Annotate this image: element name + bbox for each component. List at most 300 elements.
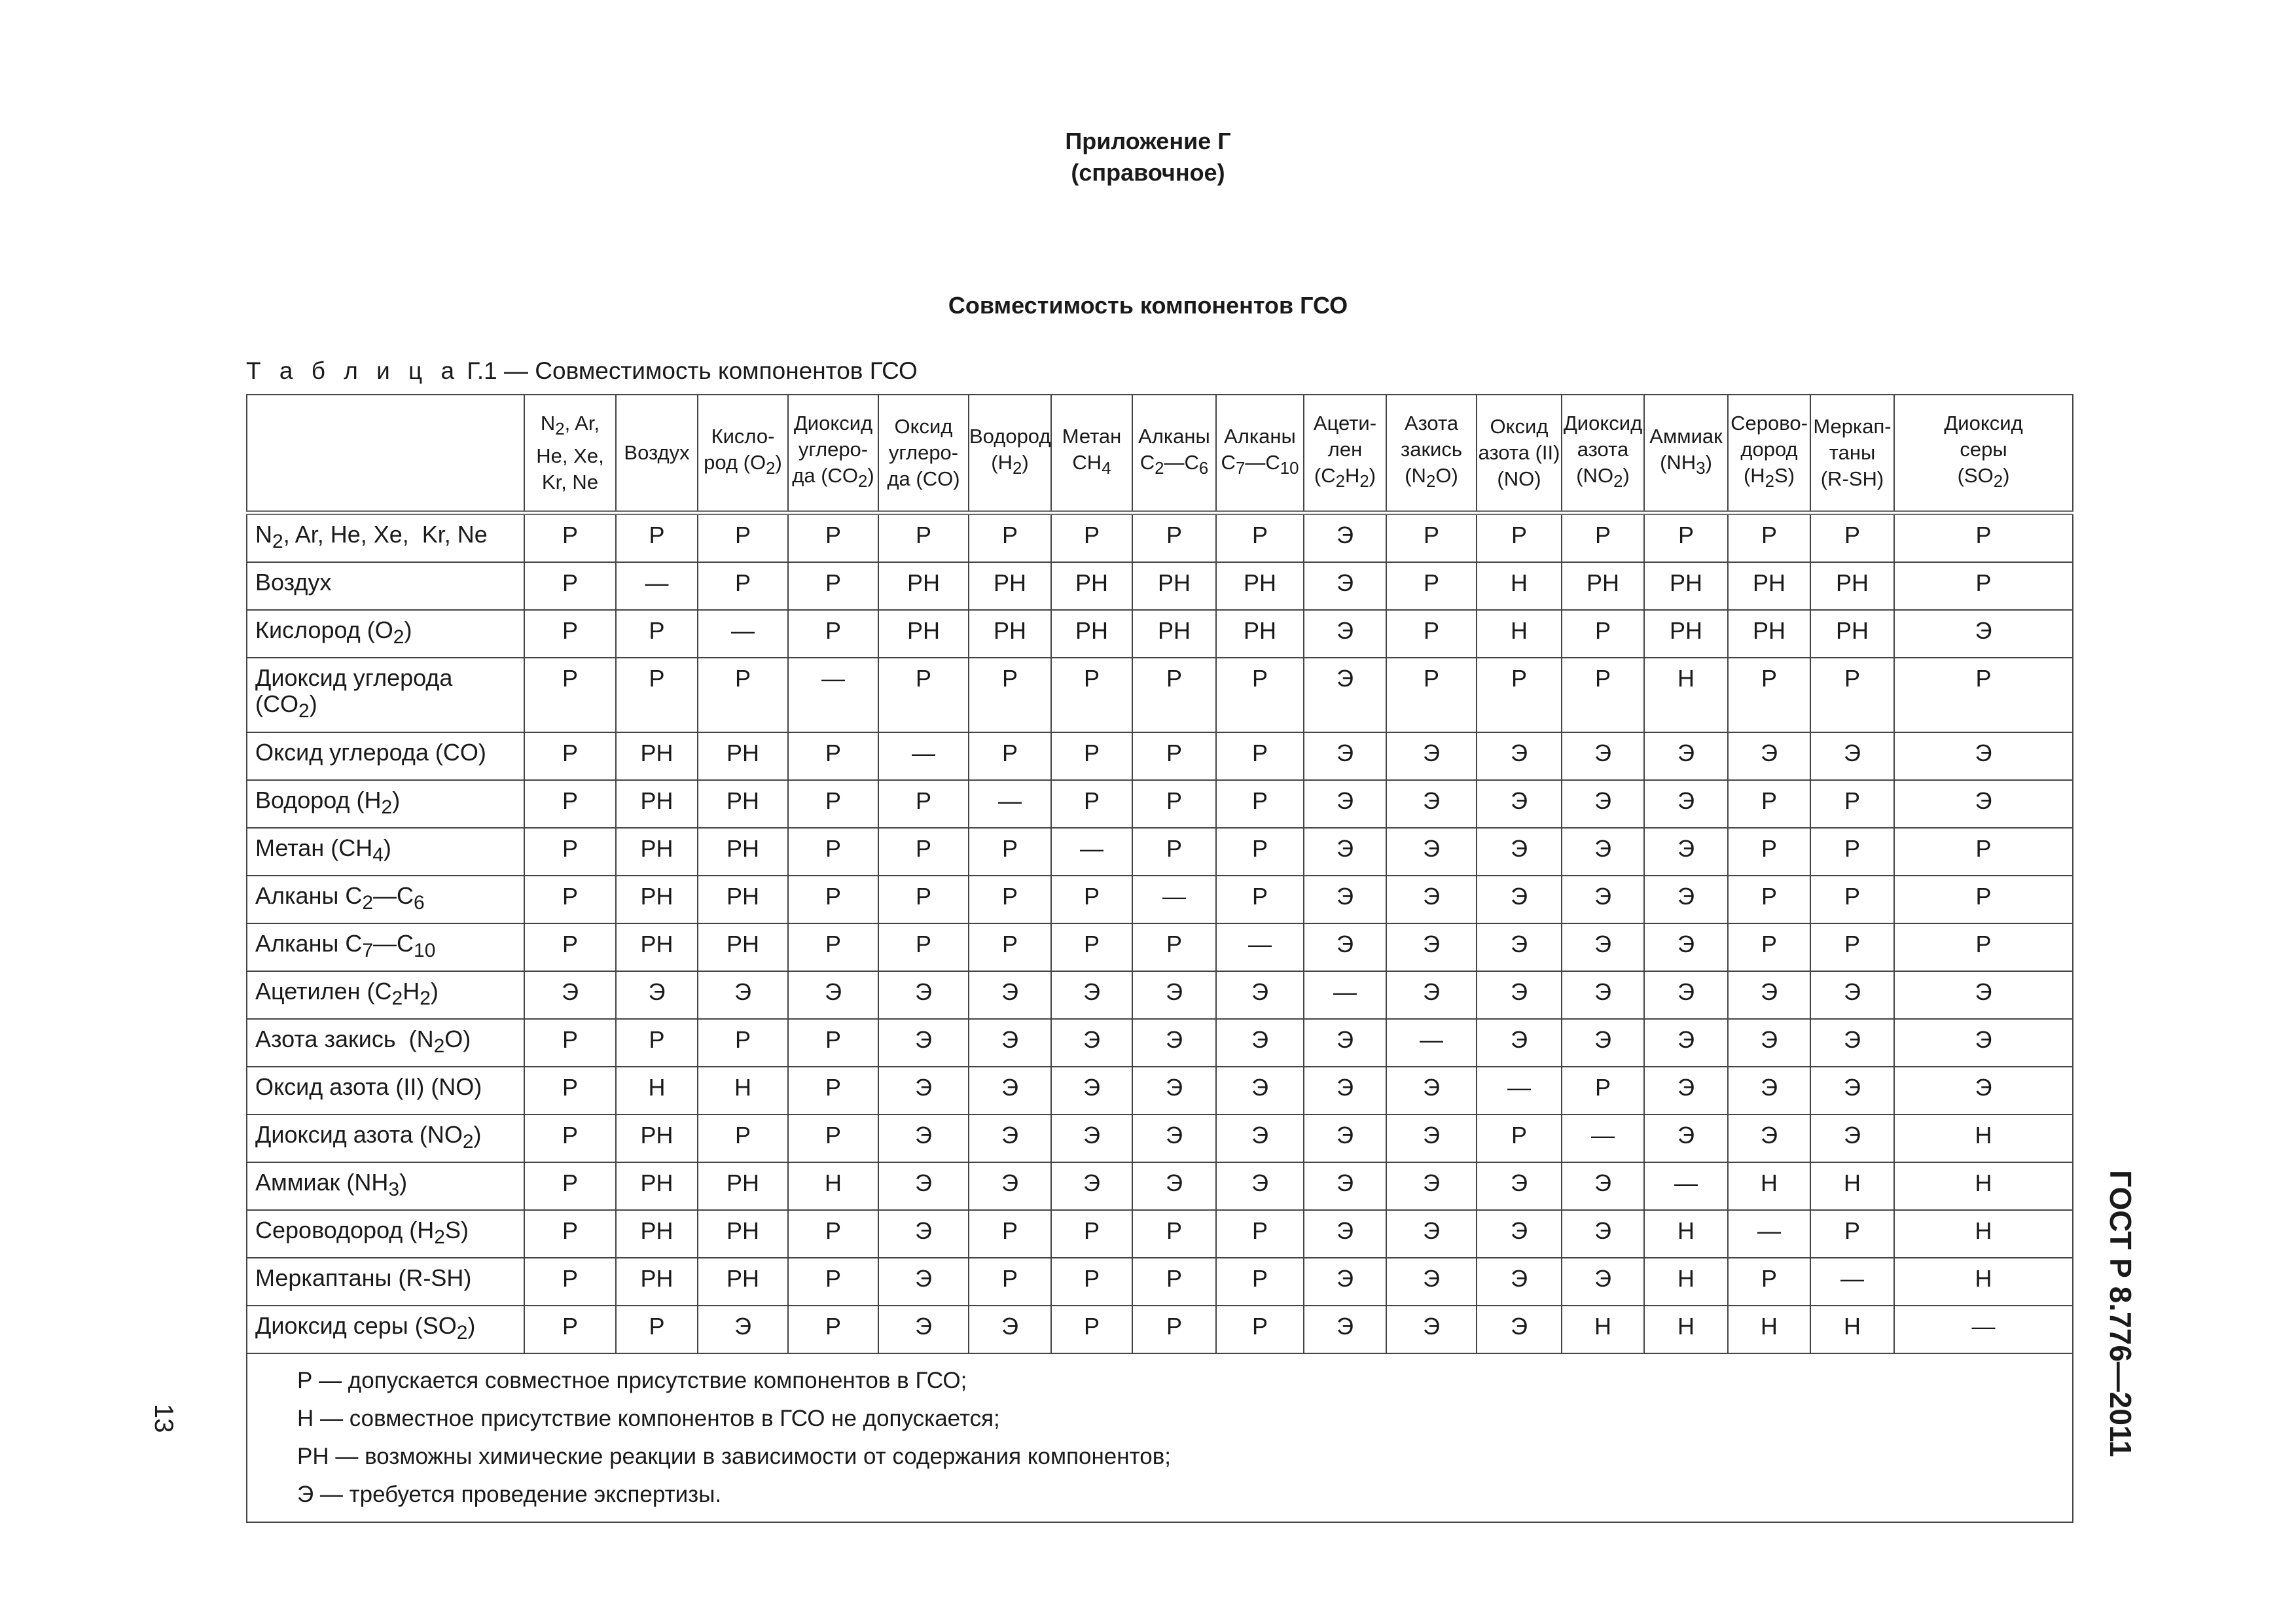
compatibility-cell: Э (1477, 923, 1562, 971)
compatibility-cell: Р (524, 732, 616, 780)
compatibility-cell: Э (698, 1306, 788, 1353)
compatibility-cell: Э (1894, 732, 2073, 780)
compatibility-cell: Р (788, 1115, 878, 1162)
compatibility-cell: Р (524, 658, 616, 732)
compatibility-cell: Э (1477, 1210, 1562, 1258)
compatibility-cell: Э (1562, 876, 1644, 923)
compatibility-cell: Р (1132, 1306, 1216, 1353)
compatibility-cell: Р (1051, 513, 1132, 563)
compatibility-cell: РН (616, 1162, 698, 1210)
compatibility-cell: Р (1216, 1306, 1304, 1353)
compatibility-cell: Н (1562, 1306, 1644, 1353)
compatibility-cell: Э (878, 1019, 969, 1067)
compatibility-cell: Р (1810, 658, 1894, 732)
compatibility-cell: РН (1644, 562, 1728, 610)
compatibility-cell: Р (1477, 513, 1562, 563)
compatibility-cell: Э (1644, 971, 1728, 1019)
column-header-3: Диоксид углеро- да $(CO_2)$ (788, 395, 878, 513)
compatibility-cell: РН (698, 780, 788, 828)
table-row (247, 1258, 2073, 1306)
compatibility-cell: Р (1216, 780, 1304, 828)
row-header: Воздух (247, 562, 524, 610)
compatibility-cell: РН (1728, 610, 1810, 658)
compatibility-cell: Э (1304, 1210, 1386, 1258)
appendix-title: Приложение Г (1065, 128, 1231, 154)
compatibility-cell: Н (698, 1067, 788, 1115)
compatibility-cell: Э (1386, 876, 1477, 923)
compatibility-cell: Р (969, 658, 1051, 732)
compatibility-cell: Р (1894, 513, 2073, 563)
compatibility-cell: Р (1477, 1115, 1562, 1162)
compatibility-cell: Р (1051, 1306, 1132, 1353)
compatibility-cell: РН (1132, 562, 1216, 610)
compatibility-cell: Э (1386, 923, 1477, 971)
compatibility-cell: РН (616, 828, 698, 876)
compatibility-cell: Э (1386, 828, 1477, 876)
compatibility-cell: Р (1051, 923, 1132, 971)
compatibility-cell: Э (1894, 610, 2073, 658)
compatibility-cell: Р (524, 1258, 616, 1306)
compatibility-cell: Э (1562, 780, 1644, 828)
compatibility-cell: Э (1304, 562, 1386, 610)
compatibility-cell: Р (1051, 1210, 1132, 1258)
compatibility-cell: Н (1728, 1162, 1810, 1210)
compatibility-cell: Э (1304, 1115, 1386, 1162)
compatibility-cell: РН (616, 1210, 698, 1258)
table-row (247, 971, 2073, 1019)
appendix-heading (0, 126, 2296, 188)
compatibility-cell: Э (969, 1019, 1051, 1067)
compatibility-cell: Э (1304, 876, 1386, 923)
compatibility-cell: Э (1477, 876, 1562, 923)
compatibility-cell: Э (1386, 1067, 1477, 1115)
compatibility-cell: Э (1304, 513, 1386, 563)
compatibility-cell: Э (1728, 971, 1810, 1019)
compatibility-cell: Э (1304, 1019, 1386, 1067)
compatibility-cell: Р (1894, 562, 2073, 610)
compatibility-cell: Р (1894, 876, 2073, 923)
compatibility-cell: РН (698, 828, 788, 876)
compatibility-cell: Р (1132, 780, 1216, 828)
compatibility-cell: Э (1051, 1019, 1132, 1067)
compatibility-cell: Р (788, 513, 878, 563)
compatibility-cell: Н (1644, 1306, 1728, 1353)
compatibility-cell: Э (1132, 1019, 1216, 1067)
row-header: Аммиак $(NH_3)$ (247, 1162, 524, 1210)
compatibility-cell: Э (1132, 1115, 1216, 1162)
compatibility-cell: Э (1562, 828, 1644, 876)
column-header-6: Метан $CH_4$ (1051, 395, 1132, 513)
compatibility-cell: Р (878, 876, 969, 923)
compatibility-cell: Э (1728, 1019, 1810, 1067)
compatibility-cell: Н (616, 1067, 698, 1115)
compatibility-cell: Р (1810, 513, 1894, 563)
legend-line: Р — допускается совместное присутствие компонентов в ГСО; (297, 1368, 967, 1393)
compatibility-cell: Р (1810, 923, 1894, 971)
compatibility-cell: Э (1562, 732, 1644, 780)
compatibility-cell: Э (788, 971, 878, 1019)
compatibility-cell: РН (1051, 562, 1132, 610)
compatibility-cell: Н (788, 1162, 878, 1210)
compatibility-cell: Н (1894, 1162, 2073, 1210)
compatibility-cell: Э (1304, 1162, 1386, 1210)
compatibility-cell: Р (524, 562, 616, 610)
column-header-0: $N_2$, Ar, He, Xe, Kr, Ne (524, 395, 616, 513)
table-caption (246, 357, 918, 385)
compatibility-cell: Р (524, 1019, 616, 1067)
legend-line: Н — совместное присутствие компонентов в ГСО не допускается; (297, 1406, 1000, 1431)
table-row (247, 1162, 2073, 1210)
compatibility-cell: Э (1477, 780, 1562, 828)
legend-cell (247, 1353, 2073, 1522)
compatibility-cell: Э (1051, 971, 1132, 1019)
compatibility-cell: РН (1644, 610, 1728, 658)
compatibility-cell: Р (878, 923, 969, 971)
compatibility-cell: Р (1562, 610, 1644, 658)
compatibility-cell: Н (1894, 1210, 2073, 1258)
compatibility-cell: Э (1304, 658, 1386, 732)
compatibility-cell: Р (524, 610, 616, 658)
compatibility-cell: Р (524, 1162, 616, 1210)
compatibility-cell: Э (1477, 1162, 1562, 1210)
compatibility-cell: Р (616, 658, 698, 732)
table-row (247, 1210, 2073, 1258)
compatibility-cell: Э (698, 971, 788, 1019)
compatibility-cell: Р (788, 562, 878, 610)
compatibility-cell: Р (1132, 658, 1216, 732)
compatibility-cell: Э (1728, 1115, 1810, 1162)
column-header-14: Серово- дород $(H_2S)$ (1728, 395, 1810, 513)
compatibility-cell: РН (616, 780, 698, 828)
compatibility-cell: Э (878, 1258, 969, 1306)
compatibility-cell: Э (878, 1210, 969, 1258)
compatibility-cell: Р (878, 658, 969, 732)
compatibility-cell: Р (524, 828, 616, 876)
page-number: 13 (149, 1404, 178, 1433)
compatibility-cell: Р (1216, 1258, 1304, 1306)
compatibility-cell: Р (969, 1210, 1051, 1258)
compatibility-cell: Э (1894, 1067, 2073, 1115)
compatibility-cell: РН (878, 610, 969, 658)
compatibility-cell: РН (1562, 562, 1644, 610)
compatibility-cell: Э (1304, 1258, 1386, 1306)
compatibility-cell: — (1477, 1067, 1562, 1115)
row-header: Диоксид серы $(SO_2)$ (247, 1306, 524, 1353)
compatibility-cell: — (1644, 1162, 1728, 1210)
compatibility-cell: РН (878, 562, 969, 610)
compatibility-cell: Э (1477, 732, 1562, 780)
compatibility-cell: Э (1304, 1306, 1386, 1353)
compatibility-cell: Р (1132, 1210, 1216, 1258)
compatibility-cell: Н (1810, 1162, 1894, 1210)
column-header-2: Кисло- род $(O_2)$ (698, 395, 788, 513)
compatibility-cell: Э (878, 1115, 969, 1162)
row-header: Меркаптаны (R-SH) (247, 1258, 524, 1306)
compatibility-cell: Р (969, 828, 1051, 876)
compatibility-cell: РН (698, 1258, 788, 1306)
compatibility-cell: Э (1894, 971, 2073, 1019)
compatibility-cell: Э (1644, 732, 1728, 780)
compatibility-cell: РН (1810, 562, 1894, 610)
column-header-11: Оксид азота (II) (NO) (1477, 395, 1562, 513)
compatibility-cell: Р (1216, 876, 1304, 923)
compatibility-cell: Р (969, 923, 1051, 971)
table-row (247, 828, 2073, 876)
compatibility-cell: Э (1386, 971, 1477, 1019)
compatibility-cell: РН (1051, 610, 1132, 658)
compatibility-cell: Р (524, 513, 616, 563)
compatibility-cell: Э (1477, 1306, 1562, 1353)
compatibility-cell: — (698, 610, 788, 658)
compatibility-cell: — (1304, 971, 1386, 1019)
compatibility-cell: Р (1132, 1258, 1216, 1306)
compatibility-cell: Р (1894, 923, 2073, 971)
compatibility-cell: РН (616, 923, 698, 971)
compatibility-cell: Э (969, 1115, 1051, 1162)
row-header: Азота закись $(N_2O)$ (247, 1019, 524, 1067)
table-row (247, 732, 2073, 780)
compatibility-cell: Р (1728, 828, 1810, 876)
compatibility-cell: Э (1810, 971, 1894, 1019)
compatibility-cell: Э (1894, 780, 2073, 828)
compatibility-cell: Н (1894, 1115, 2073, 1162)
table-row (247, 923, 2073, 971)
compatibility-cell: Р (788, 780, 878, 828)
compatibility-cell: Р (788, 1306, 878, 1353)
compatibility-cell: РН (1216, 610, 1304, 658)
table-row (247, 562, 2073, 610)
compatibility-cell: Н (1644, 1210, 1728, 1258)
compatibility-cell: РН (1810, 610, 1894, 658)
compatibility-cell: Р (1386, 610, 1477, 658)
compatibility-cell: Р (1728, 513, 1810, 563)
compatibility-cell: Р (969, 1258, 1051, 1306)
compatibility-cell: Э (1304, 732, 1386, 780)
column-header-12: Диоксид азота $(NO_2)$ (1562, 395, 1644, 513)
compatibility-cell: — (1810, 1258, 1894, 1306)
compatibility-cell: Э (1051, 1067, 1132, 1115)
compatibility-table (246, 394, 2073, 1523)
table-row (247, 780, 2073, 828)
compatibility-cell: Р (788, 1258, 878, 1306)
compatibility-cell: Э (1562, 1019, 1644, 1067)
compatibility-cell: Р (788, 876, 878, 923)
compatibility-cell: Р (788, 732, 878, 780)
compatibility-cell: Э (1644, 1019, 1728, 1067)
compatibility-cell: РН (1216, 562, 1304, 610)
compatibility-cell: Э (1051, 1162, 1132, 1210)
column-header-9: Ацети- лен $(C_2H_2)$ (1304, 395, 1386, 513)
compatibility-cell: Р (969, 513, 1051, 563)
compatibility-cell: Э (1386, 1306, 1477, 1353)
compatibility-cell: Р (1562, 658, 1644, 732)
legend-row (247, 1353, 2073, 1522)
compatibility-cell: РН (698, 923, 788, 971)
compatibility-cell: Р (1728, 780, 1810, 828)
compatibility-cell: Э (1304, 923, 1386, 971)
compatibility-table-container (246, 394, 2073, 1523)
compatibility-cell: Э (1562, 1162, 1644, 1210)
section-title: Совместимость компонентов ГСО (948, 292, 1348, 319)
column-header-15: Меркап- таны (R-SH) (1810, 395, 1894, 513)
compatibility-cell: Э (1216, 971, 1304, 1019)
row-header: Диоксид азота $(NO_2)$ (247, 1115, 524, 1162)
compatibility-cell: Р (524, 876, 616, 923)
row-header: Оксид углерода (CO) (247, 732, 524, 780)
compatibility-cell: Р (969, 876, 1051, 923)
compatibility-cell: Э (969, 1306, 1051, 1353)
compatibility-cell: Э (1386, 1162, 1477, 1210)
compatibility-cell: Р (1810, 1210, 1894, 1258)
row-header: Оксид азота (II) (NO) (247, 1067, 524, 1115)
compatibility-cell: Р (1477, 658, 1562, 732)
compatibility-cell: Э (1386, 1115, 1477, 1162)
compatibility-cell: Н (1477, 562, 1562, 610)
compatibility-cell: Э (1304, 1067, 1386, 1115)
compatibility-cell: Э (1562, 1210, 1644, 1258)
compatibility-cell: Э (1644, 1115, 1728, 1162)
row-header: Сероводород $(H_2S)$ (247, 1210, 524, 1258)
compatibility-cell: Р (1810, 876, 1894, 923)
compatibility-cell: Р (1644, 513, 1728, 563)
compatibility-cell: — (878, 732, 969, 780)
compatibility-cell: Р (524, 1306, 616, 1353)
compatibility-cell: Р (788, 1019, 878, 1067)
compatibility-cell: Р (1728, 923, 1810, 971)
compatibility-cell: Р (1132, 513, 1216, 563)
compatibility-cell: Э (1562, 923, 1644, 971)
legend-line: Э — требуется проведение экспертизы. (297, 1482, 722, 1507)
compatibility-cell: Н (1644, 1258, 1728, 1306)
document-code: ГОСТ Р 8.776—2011 (2104, 1170, 2138, 1457)
compatibility-cell: Р (1562, 513, 1644, 563)
compatibility-cell: РН (969, 562, 1051, 610)
compatibility-cell: Э (1728, 1067, 1810, 1115)
compatibility-cell: Р (1132, 828, 1216, 876)
compatibility-cell: Э (1386, 1258, 1477, 1306)
compatibility-cell: Р (1386, 562, 1477, 610)
compatibility-cell: — (1132, 876, 1216, 923)
compatibility-cell: Р (1216, 658, 1304, 732)
compatibility-cell: Р (616, 1019, 698, 1067)
column-header-8: Алканы $C_7—C_{10}$ (1216, 395, 1304, 513)
compatibility-cell: Р (1051, 732, 1132, 780)
compatibility-cell: Р (1728, 658, 1810, 732)
column-header-16: Диоксид серы $(SO_2)$ (1894, 395, 2073, 513)
table-row (247, 1067, 2073, 1115)
row-header: Диоксид углерода $(CO_2)$ (247, 658, 524, 732)
compatibility-cell: Э (1810, 1067, 1894, 1115)
compatibility-cell: Н (1477, 610, 1562, 658)
compatibility-cell: Р (698, 562, 788, 610)
compatibility-cell: Р (1386, 513, 1477, 563)
compatibility-cell: Р (1810, 780, 1894, 828)
compatibility-cell: Н (1644, 658, 1728, 732)
compatibility-cell: Э (1644, 1067, 1728, 1115)
compatibility-cell: Э (878, 1067, 969, 1115)
compatibility-cell: Э (1132, 1067, 1216, 1115)
compatibility-cell: Р (1386, 658, 1477, 732)
column-header-7: Алканы $C_2—C_6$ (1132, 395, 1216, 513)
compatibility-cell: РН (616, 1115, 698, 1162)
compatibility-cell: Э (1810, 1019, 1894, 1067)
table-row (247, 658, 2073, 732)
compatibility-cell: Р (788, 1067, 878, 1115)
compatibility-cell: Э (1051, 1115, 1132, 1162)
compatibility-cell: Э (1477, 828, 1562, 876)
compatibility-cell: Э (1562, 971, 1644, 1019)
header-corner-cell (247, 395, 524, 513)
table-row (247, 876, 2073, 923)
compatibility-cell: Р (616, 610, 698, 658)
compatibility-cell: — (1051, 828, 1132, 876)
compatibility-cell: Р (1562, 1067, 1644, 1115)
compatibility-cell: РН (1132, 610, 1216, 658)
table-row (247, 1306, 2073, 1353)
column-header-13: Аммиак $(NH_3)$ (1644, 395, 1728, 513)
table-row (247, 1019, 2073, 1067)
compatibility-cell: — (616, 562, 698, 610)
compatibility-cell: Э (1386, 780, 1477, 828)
compatibility-cell: Э (1216, 1019, 1304, 1067)
row-header: $N_2$, Ar, He, Xe, Kr, Ne (247, 513, 524, 563)
compatibility-cell: Э (1386, 732, 1477, 780)
row-header: Алканы $C_2—C_6$ (247, 876, 524, 923)
compatibility-cell: — (1216, 923, 1304, 971)
compatibility-cell: Р (1894, 658, 2073, 732)
compatibility-cell: Р (698, 513, 788, 563)
compatibility-cell: Р (1894, 828, 2073, 876)
compatibility-cell: Э (878, 1306, 969, 1353)
compatibility-cell: Р (1051, 1258, 1132, 1306)
compatibility-cell: Р (1728, 876, 1810, 923)
compatibility-cell: Р (524, 1067, 616, 1115)
compatibility-cell: Э (1216, 1115, 1304, 1162)
compatibility-cell: Р (524, 923, 616, 971)
compatibility-cell: — (1728, 1210, 1810, 1258)
compatibility-cell: Э (1216, 1067, 1304, 1115)
compatibility-cell: РН (698, 1162, 788, 1210)
compatibility-cell: Э (524, 971, 616, 1019)
table-row (247, 1115, 2073, 1162)
compatibility-cell: Р (1216, 1210, 1304, 1258)
compatibility-cell: Э (1644, 780, 1728, 828)
column-header-5: Водород $(H_2)$ (969, 395, 1051, 513)
compatibility-cell: Р (524, 780, 616, 828)
compatibility-cell: Р (698, 658, 788, 732)
compatibility-cell: Э (1477, 1258, 1562, 1306)
compatibility-cell: Э (1304, 610, 1386, 658)
compatibility-cell: РН (1728, 562, 1810, 610)
compatibility-cell: РН (698, 732, 788, 780)
compatibility-cell: Э (969, 971, 1051, 1019)
legend-line: РН — возможны химические реакции в зависимости от содержания компонентов; (297, 1444, 1172, 1469)
compatibility-cell: Р (788, 610, 878, 658)
compatibility-cell: Э (969, 1162, 1051, 1210)
compatibility-cell: Э (616, 971, 698, 1019)
compatibility-cell: Р (969, 732, 1051, 780)
compatibility-cell: Р (524, 1115, 616, 1162)
compatibility-cell: Р (1216, 828, 1304, 876)
compatibility-cell: Э (969, 1067, 1051, 1115)
table-row (247, 610, 2073, 658)
compatibility-cell: Р (1051, 658, 1132, 732)
compatibility-cell: Р (1132, 923, 1216, 971)
compatibility-cell: Р (1051, 780, 1132, 828)
row-header: Ацетилен $(C_2H_2)$ (247, 971, 524, 1019)
compatibility-cell: Э (1728, 732, 1810, 780)
column-header-4: Оксид углеро- да (CO) (878, 395, 969, 513)
